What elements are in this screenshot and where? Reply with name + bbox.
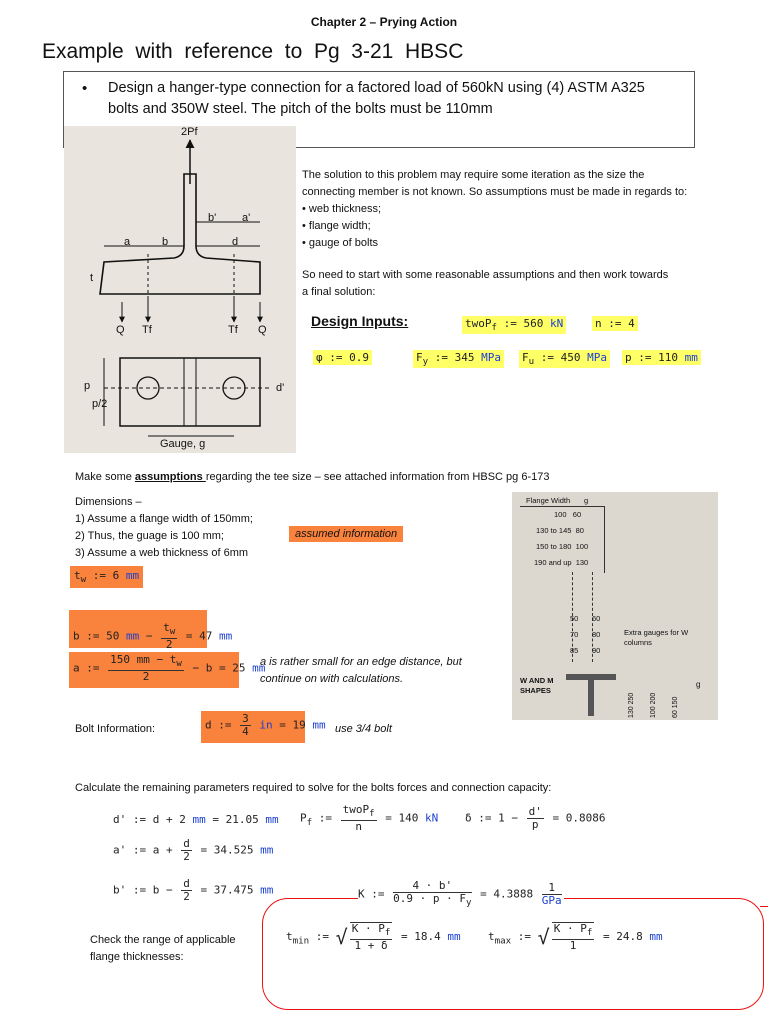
eq-k: K := $\frac{4 \cdot b'}{0.9 \cdot p \cdot F_y}$ = 4.3888 $\frac{1}{\text{GPa}}$ — [358, 879, 562, 909]
label-tf-right: Tf — [228, 324, 238, 336]
label-2pf: 2Pf — [181, 126, 198, 138]
bolt-note: use 3/4 bolt — [335, 723, 392, 735]
intro-text — [302, 167, 742, 301]
cloud-leader-line — [760, 906, 768, 907]
eq-pf: $P_f$ := $\frac{twoP_f}{n}$ = 140 kN — [300, 803, 439, 834]
col-val-80: 80 — [592, 630, 601, 639]
label-p: p — [84, 380, 91, 392]
side-g-label: g — [696, 680, 701, 689]
eq-tw: $t_w$ := 6 mm — [70, 566, 143, 588]
side-values: 130 250 — [628, 692, 635, 718]
intro-bullet-2: • flange width; — [302, 220, 371, 232]
shape-web — [588, 680, 594, 716]
label-p-half: p/2 — [92, 398, 108, 410]
input-n: n := 4 — [592, 316, 638, 331]
page-title: Example with reference to Pg 3-21 HBSC — [42, 40, 464, 63]
table-header-flange: Flange Width — [526, 496, 571, 505]
assumptions-line: Make some assumptions regarding the tee size – see attached information from HBSC pg 6-173 — [75, 471, 550, 483]
intro-line-2: connecting member is not known. So assumptions must be made in regards to: — [302, 186, 688, 198]
dimensions-heading: Dimensions – — [75, 496, 142, 508]
dimension-item-1: 1) Assume a flange width of 150mm; — [75, 513, 253, 525]
problem-line-2: bolts and 350W steel. The pitch of the bolts must be 110mm — [108, 101, 493, 117]
label-t: t — [90, 272, 94, 284]
intro-line-3: So need to start with some reasonable assumptions and then work towards — [302, 269, 669, 281]
table-row-1: 100 60 — [554, 510, 582, 519]
eq-a: a := $\frac{150 mm - t_w}{2}$ − b = 25 mm — [69, 652, 239, 688]
eq-bolt-d: d := $\frac{3}{4}$ in = 19 mm — [201, 711, 305, 743]
col-val-70: 70 — [570, 630, 579, 639]
label-b-prime: b' — [208, 212, 217, 224]
eq-b-prime: b' := b − $\frac{d}{2}$ = 37.475 mm — [113, 877, 274, 903]
check-label: Check the range of applicable flange thicknesses: — [90, 934, 236, 963]
side-values-3: 60 150 — [672, 696, 679, 718]
eq-a-prime: a' := a + $\frac{d}{2}$ = 34.525 mm — [113, 837, 274, 863]
a-note: a is rather small for an edge distance, but continue on with calculations. — [260, 656, 462, 685]
input-phi: φ := 0.9 — [313, 350, 372, 365]
revision-cloud — [262, 898, 764, 1010]
col-val-50: 50 — [570, 614, 579, 623]
eq-b: b := 50 mm − $\frac{t_w}{2}$ = 47 mm — [69, 610, 207, 648]
eq-d-prime: d' := d + 2 mm = 21.05 mm — [113, 813, 279, 826]
input-twopf: twoP$_f$ := 560 kN — [462, 316, 566, 334]
input-fu: $F_u$ := 450 MPa — [519, 350, 610, 368]
shapes-label: W AND M SHAPES — [520, 676, 554, 695]
table-row-4: 190 and up 130 — [534, 558, 589, 567]
dimension-item-2: 2) Thus, the guage is 100 mm; — [75, 530, 224, 542]
table-row-2: 130 to 145 80 — [536, 526, 584, 535]
label-q-right: Q — [258, 324, 267, 336]
eq-tmin: $t_{min}$ := √ $\frac{K \cdot P_f}{1 + \delta}$ = 18.4 mm — [286, 922, 461, 953]
intro-line-1: The solution to this problem may require some iteration as the size the — [302, 169, 645, 181]
design-inputs-heading: Design Inputs: — [311, 313, 409, 329]
label-b: b — [162, 236, 169, 248]
intro-bullet-1: • web thickness; — [302, 203, 382, 215]
calc-heading: Calculate the remaining parameters required to solve for the bolts forces and connection capacity: — [75, 782, 552, 794]
tee-hanger-figure — [64, 126, 296, 453]
table-header-g: g — [584, 496, 589, 505]
label-d: d — [232, 236, 239, 248]
problem-line-1: Design a hanger-type connection for a factored load of 560kN using (4) ASTM A325 — [108, 80, 645, 96]
eq-delta: δ := 1 − $\frac{d'}{p}$ = 0.8086 — [465, 805, 606, 831]
label-gauge: Gauge, g — [160, 438, 206, 450]
gauge-table-photo — [512, 492, 718, 720]
input-fy: $F_y$ := 345 MPa — [413, 350, 504, 368]
eq-tmax: $t_{max}$ := √ $\frac{K \cdot P_f}{1}$ = 24.8 mm — [488, 922, 663, 953]
dimensions-list — [75, 494, 253, 562]
label-a: a — [124, 236, 131, 248]
bolt-label: Bolt Information: — [75, 723, 156, 735]
extra-gauges-label: Extra gauges for W columns — [624, 628, 689, 647]
label-tf-left: Tf — [142, 324, 152, 336]
problem-bullet: • — [82, 80, 88, 97]
label-q-left: Q — [116, 324, 125, 336]
dimension-item-3: 3) Assume a web thickness of 6mm — [75, 547, 249, 559]
intro-bullet-3: • gauge of bolts — [302, 237, 379, 249]
table-row-3: 150 to 180 100 — [536, 542, 589, 551]
col-val-60: 60 — [592, 614, 601, 623]
intro-line-4: a final solution: — [302, 286, 376, 298]
label-d-prime: d' — [276, 382, 285, 394]
col-val-90: 90 — [592, 646, 601, 655]
assumed-info-tag: assumed information — [289, 526, 403, 542]
assumptions-keyword: assumptions — [134, 471, 206, 483]
input-p: p := 110 mm — [622, 350, 701, 365]
col-val-85: 85 — [570, 646, 579, 655]
label-a-prime: a' — [242, 212, 251, 224]
side-values-2: 100 200 — [650, 692, 657, 718]
chapter-header: Chapter 2 – Prying Action — [310, 15, 458, 29]
